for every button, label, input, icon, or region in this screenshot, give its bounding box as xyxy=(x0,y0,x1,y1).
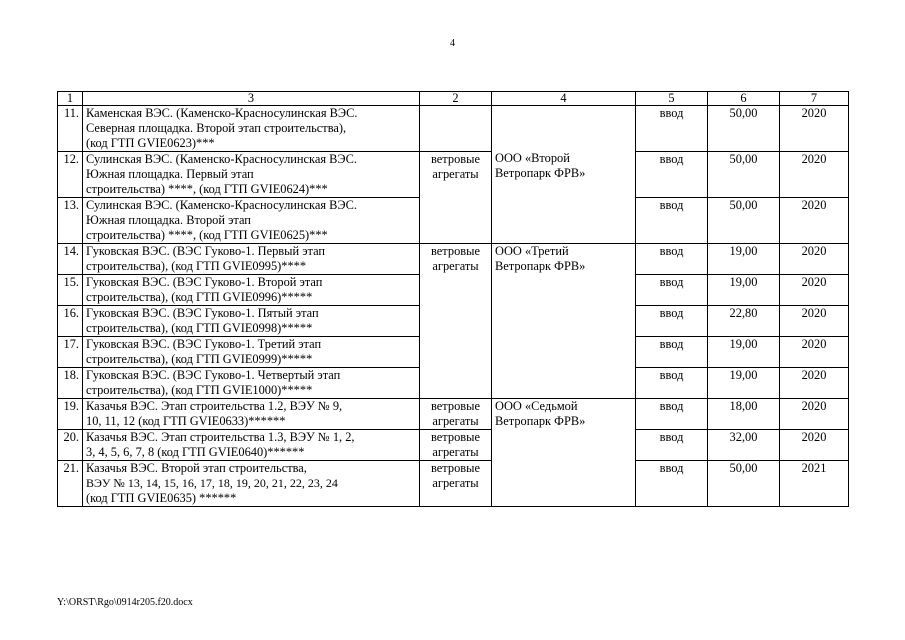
object-name-line: Гуковская ВЭС. (ВЭС Гуково-1. Третий этап xyxy=(86,337,322,351)
equipment-type-line: агрегаты xyxy=(432,445,479,459)
row-number: 18. xyxy=(58,368,83,399)
operator-cell xyxy=(492,244,636,399)
table-row xyxy=(58,430,849,461)
header-col-4: 4 xyxy=(492,92,636,106)
row-number: 19. xyxy=(58,399,83,430)
capacity-value: 19,00 xyxy=(708,337,780,368)
header-col-1: 1 xyxy=(58,92,83,106)
action-type: ввод xyxy=(636,368,708,399)
row-number: 21. xyxy=(58,461,83,507)
object-name xyxy=(83,461,420,507)
object-name-line: Северная площадка. Второй этап строительства), xyxy=(86,121,347,135)
object-name-line: 10, 11, 12 (код ГТП GVIE0633)****** xyxy=(86,414,286,428)
year: 2020 xyxy=(780,244,849,275)
object-name-line: Гуковская ВЭС. (ВЭС Гуково-1. Второй этап xyxy=(86,275,323,289)
row-number: 12. xyxy=(58,152,83,198)
action-type: ввод xyxy=(636,430,708,461)
object-name-line: Южная площадка. Второй этап xyxy=(86,213,251,227)
object-name-line: строительства), (код ГТП GVIE0995)**** xyxy=(86,259,307,273)
year: 2020 xyxy=(780,152,849,198)
object-name-line: строительства) ****, (код ГТП GVIE0625)*** xyxy=(86,228,328,242)
file-path-footer: Y:\ORST\Rgo\0914r205.f20.docx xyxy=(57,597,193,608)
operator-line: Ветропарк ФРВ» xyxy=(495,166,586,180)
action-type: ввод xyxy=(636,152,708,198)
object-name xyxy=(83,368,420,399)
object-name-line: Казачья ВЭС. Этап строительства 1.2, ВЭУ № 9, xyxy=(86,399,343,413)
object-name-line: Сулинская ВЭС. (Каменско-Красносулинская ВЭС. xyxy=(86,198,357,212)
action-type: ввод xyxy=(636,306,708,337)
equipment-type-line: ветровые xyxy=(431,399,480,413)
equipment-type xyxy=(420,430,492,461)
year: 2020 xyxy=(780,368,849,399)
header-col-3: 3 xyxy=(83,92,420,106)
operator-line: Ветропарк ФРВ» xyxy=(495,259,586,273)
year: 2020 xyxy=(780,275,849,306)
object-name-line: Гуковская ВЭС. (ВЭС Гуково-1. Пятый этап xyxy=(86,306,319,320)
equipment-type-line: ветровые xyxy=(431,152,480,166)
object-name-line: 3, 4, 5, 6, 7, 8 (код ГТП GVIE0640)****** xyxy=(86,445,305,459)
capacity-value: 18,00 xyxy=(708,399,780,430)
object-name-line: строительства) ****, (код ГТП GVIE0624)*** xyxy=(86,182,328,196)
operator-line: Ветропарк ФРВ» xyxy=(495,414,586,428)
table-row xyxy=(58,244,849,275)
object-name-line: Казачья ВЭС. Второй этап строительства, xyxy=(86,461,307,475)
table-row xyxy=(58,106,849,152)
equipment-type-line: ветровые xyxy=(431,430,480,444)
header-col-2: 2 xyxy=(420,92,492,106)
equipment-type-line: агрегаты xyxy=(432,167,479,181)
object-name-line: (код ГТП GVIE0635) ****** xyxy=(86,491,237,505)
action-type: ввод xyxy=(636,106,708,152)
equipment-type xyxy=(420,244,492,399)
object-name-line: (код ГТП GVIE0623)*** xyxy=(86,136,215,150)
capacity-value: 50,00 xyxy=(708,198,780,244)
object-name xyxy=(83,337,420,368)
capacity-value: 50,00 xyxy=(708,152,780,198)
year: 2020 xyxy=(780,106,849,152)
object-name-line: Южная площадка. Первый этап xyxy=(86,167,254,181)
operator-line: ООО «Седьмой xyxy=(495,399,578,413)
year: 2020 xyxy=(780,399,849,430)
object-name xyxy=(83,306,420,337)
object-name-line: строительства), (код ГТП GVIE0998)***** xyxy=(86,321,313,335)
action-type: ввод xyxy=(636,275,708,306)
page-number: 4 xyxy=(450,38,455,49)
row-number: 15. xyxy=(58,275,83,306)
row-number: 13. xyxy=(58,198,83,244)
capacity-value: 50,00 xyxy=(708,461,780,507)
object-name-line: Гуковская ВЭС. (ВЭС Гуково-1. Четвертый этап xyxy=(86,368,341,382)
table-row xyxy=(58,461,849,507)
row-number: 11. xyxy=(58,106,83,152)
year: 2020 xyxy=(780,198,849,244)
object-name-line: Каменская ВЭС. (Каменско-Красносулинская ВЭС. xyxy=(86,106,358,120)
action-type: ввод xyxy=(636,461,708,507)
year: 2020 xyxy=(780,430,849,461)
row-number: 17. xyxy=(58,337,83,368)
header-col-6: 6 xyxy=(708,92,780,106)
action-type: ввод xyxy=(636,198,708,244)
header-col-7: 7 xyxy=(780,92,849,106)
capacity-value: 22,80 xyxy=(708,306,780,337)
object-name-line: ВЭУ № 13, 14, 15, 16, 17, 18, 19, 20, 21, 22, 23, 24 xyxy=(86,476,338,490)
row-number: 16. xyxy=(58,306,83,337)
equipment-type-empty xyxy=(420,106,492,152)
equipment-type-line: агрегаты xyxy=(432,259,479,273)
year: 2020 xyxy=(780,337,849,368)
equipment-type xyxy=(420,152,492,244)
object-name-line: Сулинская ВЭС. (Каменско-Красносулинская ВЭС. xyxy=(86,152,357,166)
table-row xyxy=(58,399,849,430)
capacity-value: 19,00 xyxy=(708,275,780,306)
object-name xyxy=(83,399,420,430)
object-name xyxy=(83,275,420,306)
row-number: 14. xyxy=(58,244,83,275)
operator-cell xyxy=(492,106,636,244)
equipment-type-line: агрегаты xyxy=(432,476,479,490)
object-name xyxy=(83,106,420,152)
action-type: ввод xyxy=(636,244,708,275)
year: 2020 xyxy=(780,306,849,337)
object-name-line: Казачья ВЭС. Этап строительства 1.3, ВЭУ № 1, 2, xyxy=(86,430,355,444)
object-name xyxy=(83,430,420,461)
table-row xyxy=(58,152,849,198)
operator-line: ООО «Второй xyxy=(495,151,570,165)
equipment-type xyxy=(420,461,492,507)
capacity-value: 19,00 xyxy=(708,244,780,275)
operator-cell xyxy=(492,399,636,507)
equipment-type-line: ветровые xyxy=(431,461,480,475)
action-type: ввод xyxy=(636,337,708,368)
object-name xyxy=(83,244,420,275)
object-name-line: Гуковская ВЭС. (ВЭС Гуково-1. Первый этап xyxy=(86,244,326,258)
row-number: 20. xyxy=(58,430,83,461)
object-name-line: строительства), (код ГТП GVIE0999)***** xyxy=(86,352,313,366)
operator-line: ООО «Третий xyxy=(495,244,569,258)
action-type: ввод xyxy=(636,399,708,430)
equipment-type-line: агрегаты xyxy=(432,414,479,428)
header-col-5: 5 xyxy=(636,92,708,106)
capacity-table xyxy=(57,91,849,507)
object-name xyxy=(83,198,420,244)
year: 2021 xyxy=(780,461,849,507)
object-name xyxy=(83,152,420,198)
capacity-value: 19,00 xyxy=(708,368,780,399)
capacity-value: 32,00 xyxy=(708,430,780,461)
header-row xyxy=(58,92,849,106)
capacity-value: 50,00 xyxy=(708,106,780,152)
object-name-line: строительства), (код ГТП GVIE0996)***** xyxy=(86,290,313,304)
object-name-line: строительства), (код ГТП GVIE1000)***** xyxy=(86,383,313,397)
equipment-type-line: ветровые xyxy=(431,244,480,258)
equipment-type xyxy=(420,399,492,430)
